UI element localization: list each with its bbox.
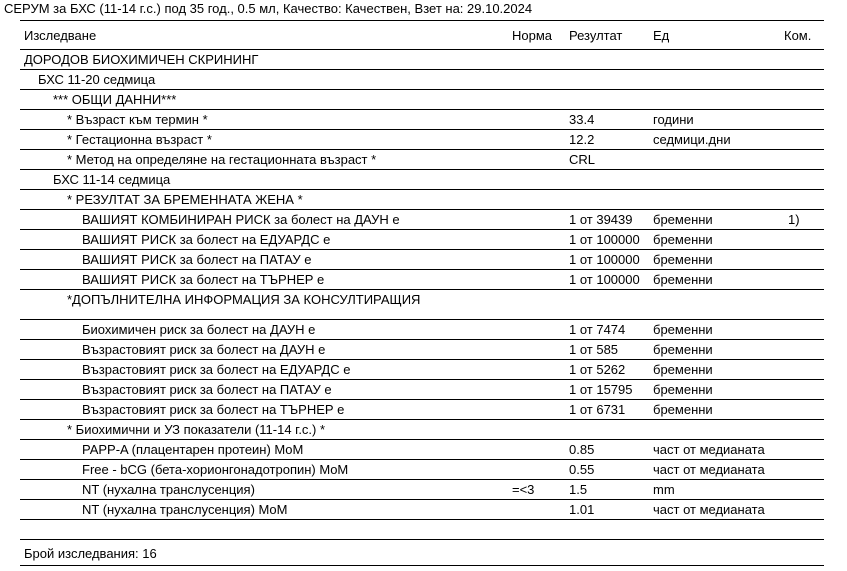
table-row [20,480,824,500]
row-unit: част от медианата [653,502,765,517]
row-label: Възрастовият риск за болест на ДАУН е [82,342,326,357]
row-result: 1 от 6731 [569,402,626,417]
footer-rule [20,565,824,566]
table-row [20,170,824,190]
table-row [20,360,824,380]
row-label: *ДОПЪЛНИТЕЛНА ИНФОРМАЦИЯ ЗА КОНСУЛТИРАЩИЯ [67,292,421,307]
test-count: Брой изследвания: 16 [24,546,157,561]
table-row [20,320,824,340]
col-comment-header: Ком. [784,28,812,43]
row-unit: бременни [653,402,713,417]
row-label: * Възраст към термин * [67,112,208,127]
row-label: NT (нухална транслусенция) MoM [82,502,288,517]
table-row [20,90,824,110]
row-result: 1 от 100000 [569,232,640,247]
row-result: 1 от 15795 [569,382,633,397]
row-label: * Гестационна възраст * [67,132,212,147]
table-row [20,420,824,440]
row-result: 1 от 39439 [569,212,633,227]
row-result: 1.01 [569,502,595,517]
row-label: ДОРОДОВ БИОХИМИЧЕН СКРИНИНГ [24,52,259,67]
row-label: ВАШИЯТ РИСК за болест на ЕДУАРДС е [82,232,331,247]
row-label: ВАШИЯТ РИСК за болест на ТЪРНЕР е [82,272,325,287]
table-row [20,70,824,90]
row-unit: бременни [653,272,713,287]
row-result: 1 от 5262 [569,362,626,377]
row-unit: бременни [653,212,713,227]
report-header: СЕРУМ за БХС (11-14 г.с.) под 35 год., 0.5 мл, Качество: Качествен, Взет на: 29.10.2024 [4,1,533,16]
row-result: 12.2 [569,132,595,147]
row-unit: бременни [653,232,713,247]
row-result: 1 от 100000 [569,272,640,287]
table-row [20,500,824,520]
row-unit: част от медианата [653,442,765,457]
row-unit: бременни [653,322,713,337]
table-row [20,340,824,360]
row-label: Free - bCG (бета-хорионгонадотропин) MoM [82,462,349,477]
row-label: БХС 11-20 седмица [38,72,156,87]
row-label: PAPP-A (плацентарен протеин) MoM [82,442,304,457]
row-result: 1 от 7474 [569,322,626,337]
table-row [20,130,824,150]
table-row [20,150,824,170]
row-label: Биохимичен риск за болест на ДАУН е [82,322,316,337]
row-result: CRL [569,152,596,167]
row-label: NT (нухална транслусенция) [82,482,255,497]
row-unit: бременни [653,362,713,377]
row-label: * Метод на определяне на гестационната възраст * [67,152,377,167]
table-row [20,250,824,270]
col-unit-header: Ед [653,28,670,43]
row-label: Възрастовият риск за болест на ЕДУАРДС е [82,362,351,377]
row-label: ВАШИЯТ КОМБИНИРАН РИСК за болест на ДАУН е [82,212,400,227]
row-result: 1 от 585 [569,342,619,357]
row-label: БХС 11-14 седмица [53,172,171,187]
table-row [20,400,824,420]
col-test-header: Изследване [24,28,97,43]
table-row [20,290,824,320]
row-label: Възрастовият риск за болест на ТЪРНЕР е [82,402,345,417]
header-top-rule [20,20,824,21]
row-result: 33.4 [569,112,595,127]
col-norm-header: Норма [512,28,553,43]
table-row [20,50,824,70]
row-unit: години [653,112,694,127]
row-unit: част от медианата [653,462,765,477]
row-label: *** ОБЩИ ДАННИ*** [53,92,177,107]
table-row [20,210,824,230]
row-label: ВАШИЯТ РИСК за болест на ПАТАУ е [82,252,312,267]
col-result-header: Резултат [569,28,623,43]
table-row [20,230,824,250]
row-result: 0.55 [569,462,595,477]
row-result: 1.5 [569,482,588,497]
row-label: * Биохимични и УЗ показатели (11-14 г.с.) * [67,422,326,437]
table-row [20,190,824,210]
row-comment: 1) [788,212,800,227]
row-unit: mm [653,482,675,497]
table-row [20,440,824,460]
row-label: Възрастовият риск за болест на ПАТАУ е [82,382,332,397]
table-row [20,110,824,130]
row-result: 0.85 [569,442,595,457]
table-row [20,380,824,400]
row-norm: =<3 [512,482,535,497]
table-row [20,270,824,290]
row-result: 1 от 100000 [569,252,640,267]
row-unit: бременни [653,382,713,397]
row-unit: седмици.дни [653,132,731,147]
row-unit: бременни [653,252,713,267]
table-row [20,460,824,480]
row-label: * РЕЗУЛТАТ ЗА БРЕМЕННАТА ЖЕНА * [67,192,303,207]
row-unit: бременни [653,342,713,357]
table-bottom-rule [20,539,824,540]
